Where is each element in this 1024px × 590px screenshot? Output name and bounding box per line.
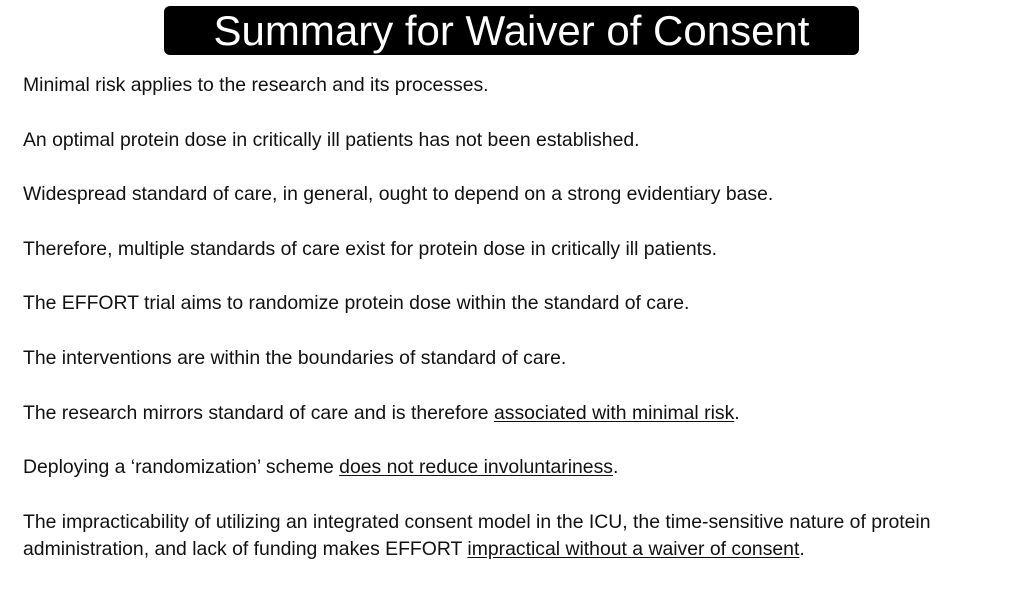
point-research-mirrors-text: The research mirrors standard of care and is therefore [23,401,494,424]
point-evidentiary-base: Widespread standard of care, in general, ought to depend on a strong evidentiary base. [23,183,774,206]
point-impracticability-text: The impracticability of utilizing an integrated consent model in the ICU, the time-sensitive nature of protein administration, and lack of funding makes EFFORT [23,510,931,560]
point-effort-aim: The EFFORT trial aims to randomize protein dose within the standard of care. [23,292,690,315]
point-randomization [23,454,1008,481]
point-randomization-underlined: does not reduce involuntariness [339,456,613,479]
point-randomization-text: Deploying a ‘randomization’ scheme [23,456,340,479]
point-impracticability-underlined: impractical without a waiver of consent [467,537,800,560]
slide-title: Summary for Waiver of Consent [213,7,810,54]
point-research-mirrors [23,400,1008,427]
point-impracticability-end: . [799,537,805,560]
point-minimal-risk: Minimal risk applies to the research and its processes. [23,74,489,96]
point-interventions: The interventions are within the boundaries of standard of care. [23,346,567,369]
point-research-mirrors-underlined: associated with minimal risk [493,401,735,424]
point-impracticability [23,509,1008,563]
point-optimal-dose: An optimal protein dose in critically ill patients has not been established. [23,128,640,151]
point-research-mirrors-end: . [734,401,740,424]
point-multiple-standards: Therefore, multiple standards of care exist for protein dose in critically ill patients. [23,237,718,260]
point-randomization-end: . [612,456,619,479]
title-banner [164,6,859,55]
bullet-list [23,72,1008,590]
